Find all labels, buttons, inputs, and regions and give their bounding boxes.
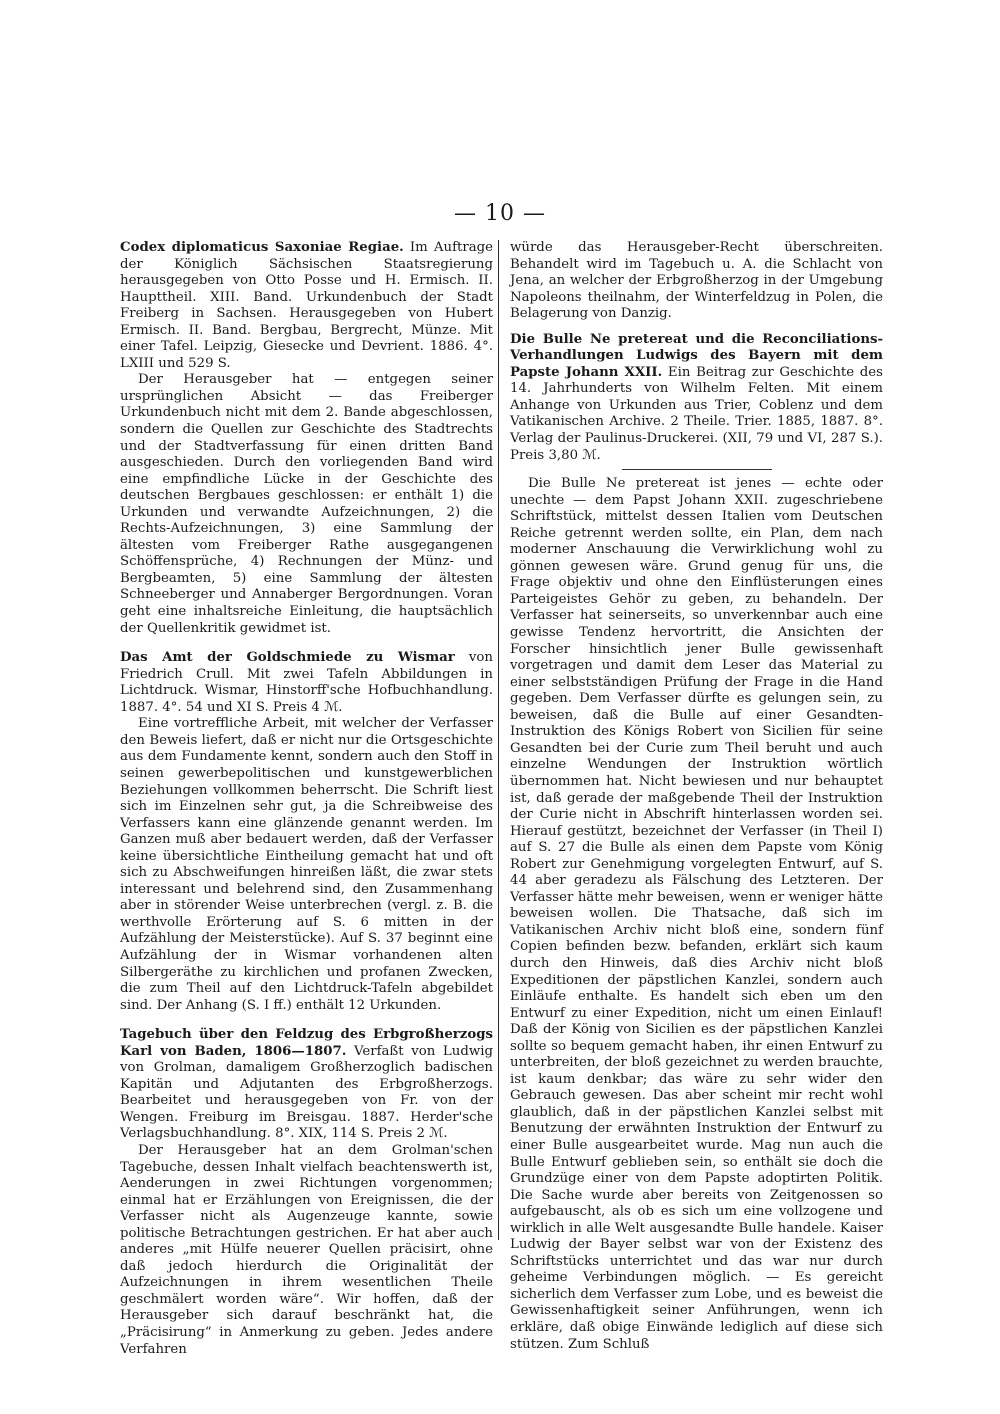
entry-codex-citation: Im Auftrage der Königlich Sächsischen Staatsregierung herausgegeben von Otto Posse und H. Ermisch. II. Haupttheil. XIII. Band. Urkundenbuch der Stadt Freiberg in Sachsen. Herausgegeben von Hubert Ermisch. II. Band. Bergbau, Bergrecht, Münze. Mit einer Tafel. Leipzig, Giesecke und Devrient. 1886. 4°. LXIII und 529 S. [120, 240, 494, 371]
entry-tagebuch-heading [120, 1027, 493, 1143]
right-column [510, 240, 883, 1353]
left-column [120, 240, 493, 1358]
entry-codex-title: Codex diplomaticus Saxoniae Regiae. [120, 240, 404, 255]
entry-tagebuch-citation: Verfaßt von Ludwig von Grolman, damaligem Großherzoglich badischen Kapitän und Adjutanten des Erbgroßherzogs. Bearbeitet und herausgegeben von Fr. von der Wengen. Freiburg im Breisgau. 1887. Herder'sche Verlagsbuchhandlung. 8°. XIX, 114 S. Preis 2 ℳ. [120, 1043, 493, 1142]
entry-bulle-body: Die Bulle Ne pretereat ist jenes — echte oder unechte — dem Papst Johann XXII. zugeschriebene Schriftstück, mittelst dessen Italien vom Deutschen Reiche getrennt werden sollte, ein Plan, dem nach moderner Anschauung die Verwirklichung wohl zu gönnen gewesen wäre. Grund genug für uns, die Frage objektiv und ohne den Einflüsterungen eines Parteigeistes Gehör zu geben, zu behandeln. Der Verfasser hat seinerseits, so unverkennbar auch eine gewisse Tendenz hervortritt, die Ansichten der Forscher hinsichtlich jener Bulle gewissenhaft vorgetragen und damit dem Leser das Material zu einer selbstständigen Prüfung der Frage in die Hand gegeben. Dem Verfasser dürfte es gelungen sein, zu beweisen, daß die Bulle auf einer Gesandten-Instruktion des Königs Robert von Sicilien für seine Gesandten bei der Curie zum Theil beruht und auch einzelne Wendungen der Instruktion wörtlich übernommen hat. Nicht bewiesen und nur behauptet ist, daß gerade der maßgebende Theil der Instruktion der Curie nicht in Abschrift hinterlassen worden sei. Hierauf gestützt, bezeichnet der Verfasser (in Theil I) auf S. 27 die Bulle als einen dem Papste vom König Robert zur Genehmigung vorgelegten Entwurf, auf S. 44 aber geradezu als Fälschung des Letzteren. Der Verfasser hätte mehr beweisen, wenn er weniger hätte beweisen wollen. Die Thatsache, daß sich im Vatikanischen Archiv nicht bloß eine, sondern fünf Copien befinden bezw. befanden, erklärt sich kaum durch den Hinweis, daß dies Archiv nicht bloß Expeditionen der päpstlichen Kanzlei, sondern auch Einläufe enthalte. Es handelt sich eben um den Entwurf zu einer Expedition, nicht um einen Einlauf! Daß der König von Sicilien es der päpstlichen Kanzlei sollte so bequem gemacht haben, ihr einen Entwurf zu unterbreiten, der bloß gezeichnet zu werden brauchte, ist kaum denkbar; das wäre zu sehr wider den Gebrauch gewesen. Das aber scheint mir recht wohl glaublich, daß in der päpstlichen Kanzlei selbst mit Benutzung der erwähnten Instruktion der Entwurf zu einer Bulle ausgearbeitet wurde. Mag nun auch die Bulle Entwurf geblieben sein, so enthält sie doch die Grundzüge einer von dem Papste adoptirten Politik. Die Sache wurde aber bereits von Zeitgenossen so aufgebauscht, als ob es sich um eine vollzogene und wirklich in alle Welt ausgesandte Bulle handele. Kaiser Ludwig der Bayer selbst war von der Existenz des Schriftstücks unterrichtet und das war nur durch geheime Verbindungen möglich. — Es gereicht sicherlich dem Verfasser zum Lobe, und es beweist die Gewissenhaftigkeit seiner Anführungen, wenn ich erkläre, daß obige Einwände lediglich auf diese sich stützen. Zum Schluß [510, 476, 883, 1352]
entry-goldschmiede-title: Das Amt der Goldschmiede zu Wismar [120, 650, 455, 666]
entry-goldschmiede-body: Eine vortreffliche Arbeit, mit welcher der Verfasser den Beweis liefert, daß er nicht nur die Ortsgeschichte aus dem Fundamente kennt, sondern auch den Stoff in seinen gewerbepolitischen und kunstgewerblichen Beziehungen vollkommen beherrscht. Die Schrift liest sich im Einzelnen sehr gut, ja die Schreibweise des Verfassers kann eine glänzende genannt werden. Im Ganzen muß aber bedauert werden, daß der Verfasser keine übersichtliche Eintheilung gemacht hat und oft sich zu Abschweifungen hinreißen läßt, die zwar stets interessant und belehrend sind, den Zusammenhang aber in störender Weise unterbrechen (vergl. z. B. die werthvolle Erörterung auf S. 6 mitten in der Aufzählung der Meisterstücke). Auf S. 37 beginnt eine Aufzählung der in Wismar vorhandenen alten Silbergeräthe zu kirchlichen und profanen Zwecken, die zum Theil auf den Lichtdruck-Tafeln abgebildet sind. Der Anhang (S. I ff.) enthält 12 Urkunden. [120, 716, 493, 1013]
entry-goldschmiede-citation: von Friedrich Crull. Mit zwei Tafeln Abbildungen in Lichtdruck. Wismar, Hinstorff'sche Hofbuchhandlung. 1887. 4°. 54 und XI S. Preis 4 ℳ. [120, 650, 493, 715]
entry-tagebuch-body: Der Herausgeber hat an dem Grolman'schen Tagebuche, dessen Inhalt vielfach beachtenswerth ist, Aenderungen in zwei Richtungen vorgenommen; einmal hat er Erzählungen von Ereignissen, die der Verfasser nicht als Augenzeuge kannte, sowie politische Betrachtungen gestrichen. Er hat aber auch anderes „mit Hülfe neuerer Quellen präcisirt, ohne daß jedoch hierdurch die Originalität der Aufzeichnungen in ihrem wesentlichen Theile geschmälert worden wäre“. Wir hoffen, daß der Herausgeber sich darauf beschränkt hat, die „Präcisirung“ in Anmerkung zu geben. Jedes andere Verfahren [120, 1142, 493, 1357]
column-divider [498, 240, 499, 1240]
tagebuch-continuation: würde das Herausgeber-Recht überschreiten. Behandelt wird im Tagebuch u. A. die Schlacht von Jena, an welcher der Erbgroßherzog in der Umgebung Napoleons theilnahm, der Winterfeldzug in Polen, die Belagerung von Danzig. [510, 240, 883, 322]
entry-codex-body: Der Herausgeber hat — entgegen seiner ursprünglichen Absicht — das Freiberger Urkundenbuch nicht mit dem 2. Bande abgeschlossen, sondern die Quellen zur Geschichte des Stadtrechts und der Stadtverfassung für einen dritten Band ausgeschieden. Durch den vorliegenden Band wird eine empfindliche Lücke in der Geschichte des deutschen Bergbaues geschlossen: er enthält 1) die Urkunden und verwandte Aufzeichnungen, 2) die Rechts-Aufzeichnungen, 3) eine Sammlung der ältesten vom Freiberger Rathe ausgegangenen Schöffensprüche, 4) Rechnungen der Münz- und Bergbeamten, 5) eine Sammlung der ältesten Schneeberger und Annaberger Bergordnungen. Voran geht eine inhaltsreiche Einleitung, die hauptsächlich der Quellenkritik gewidmet ist. [120, 372, 493, 636]
entry-bulle-title: Die Bulle Ne pretereat und die Reconciliations-Verhandlungen Ludwigs des Bayern mit dem Papste Johann XXII. [510, 331, 883, 380]
entry-tagebuch-title: Tagebuch über den Feldzug des Erbgroßherzogs Karl von Baden, 1806—1807. [120, 1027, 493, 1059]
page-number: — 10 — [454, 201, 546, 226]
entry-bulle-citation: Ein Beitrag zur Geschichte des 14. Jahrhunderts von Wilhelm Felten. Mit einem Anhange von Urkunden aus Trier, Coblenz und dem Vatikanischen Archive. 2 Theile. Trier. 1885, 1887. 8°. Verlag der Paulinus-Druckerei. (XII, 79 und VI, 287 S.). Preis 3,80 ℳ. [510, 364, 883, 463]
entry-bulle-heading [510, 332, 883, 464]
section-rule [622, 469, 772, 470]
entry-goldschmiede-heading [120, 650, 493, 716]
entry-codex-heading [120, 240, 493, 372]
